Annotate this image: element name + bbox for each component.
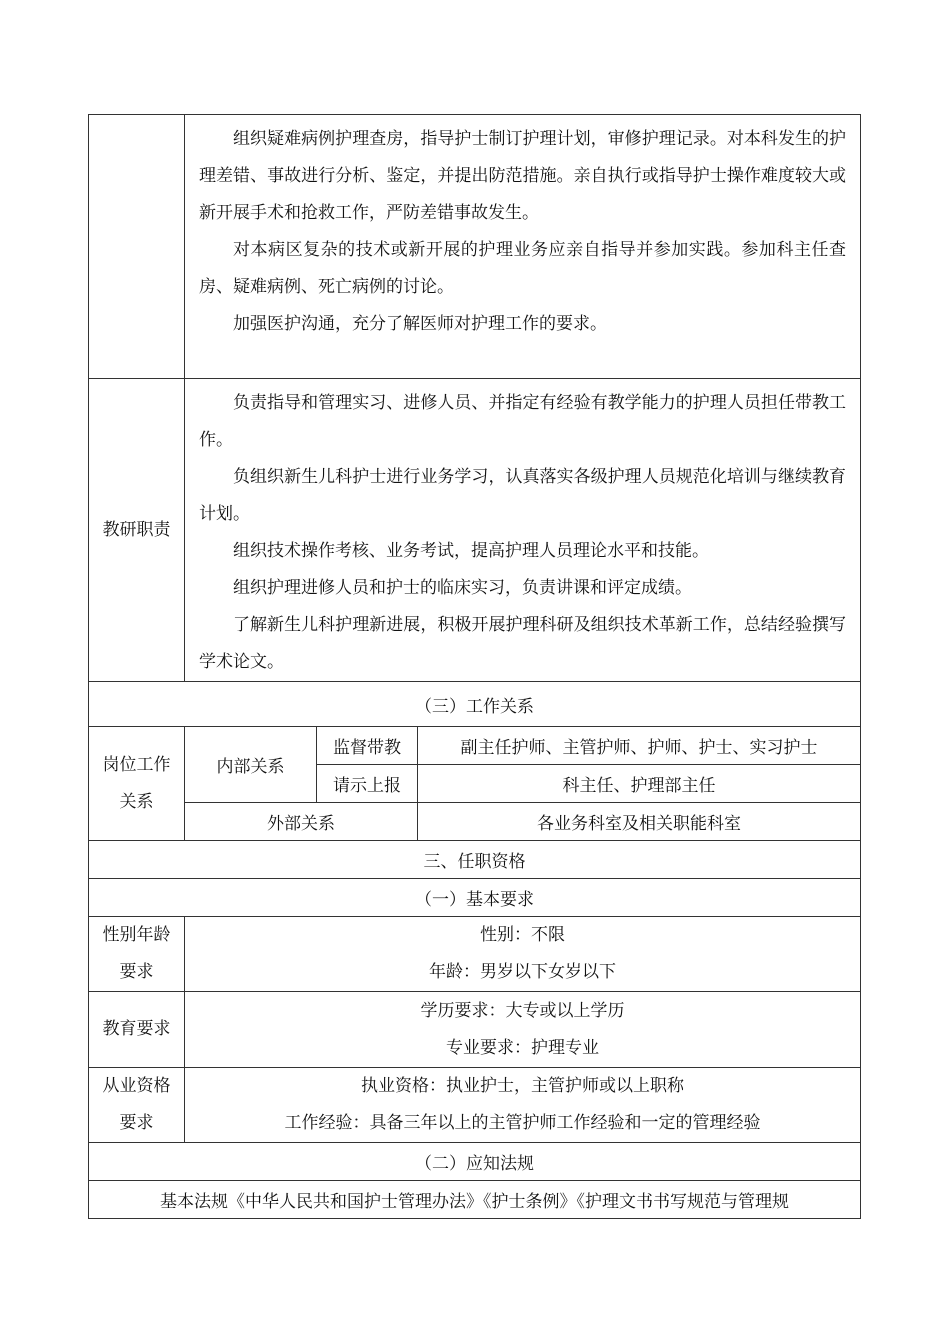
duty-paragraph: 组织疑难病例护理查房，指导护士制订护理计划，审修护理记录。对本科发生的护理差错、事故进行分析、鉴定，并提出防范措施。亲自执行或指导护士操作难度较大或新开展手术和抢救工作，严防差错事故发生。 xyxy=(199,129,847,223)
laws-heading: （二）应知法规 xyxy=(89,1143,861,1181)
education-cell xyxy=(185,992,861,1068)
supervise-value: 副主任护师、主管护师、护师、护士、实习护士 xyxy=(418,727,861,765)
work-relations-label: 岗位工作关系 xyxy=(89,727,185,841)
teaching-content-cell xyxy=(185,379,861,682)
job-description-table xyxy=(88,114,861,1219)
practice-experience: 工作经验：具备三年以上的主管护师工作经验和一定的管理经验 xyxy=(284,1113,761,1133)
practice-cell xyxy=(185,1068,861,1143)
supervise-label: 监督带教 xyxy=(317,727,418,765)
teaching-paragraph: 了解新生儿科护理新进展，积极开展护理科研及组织技术革新工作，总结经验撰写学术论文。 xyxy=(199,615,847,672)
teaching-paragraph: 负责指导和管理实习、进修人员、并指定有经验有教学能力的护理人员担任带教工作。 xyxy=(199,393,847,450)
report-value: 科主任、护理部主任 xyxy=(418,765,861,803)
duty-paragraph: 加强医护沟通，充分了解医师对护理工作的要求。 xyxy=(233,314,607,334)
teaching-label: 教研职责 xyxy=(89,379,185,682)
gender-age-cell xyxy=(185,917,861,992)
duties-label-cell xyxy=(89,115,185,379)
practice-certification: 执业资格：执业护士，主管护师或以上职称 xyxy=(361,1076,685,1096)
duties-continued-row xyxy=(89,115,861,379)
basic-laws-text: 基本法规《中华人民共和国护士管理办法》《护士条例》《护理文书书写规范与管理规 xyxy=(89,1181,861,1219)
gender-requirement: 性别：不限 xyxy=(480,925,566,945)
report-label: 请示上报 xyxy=(317,765,418,803)
education-label: 教育要求 xyxy=(89,992,185,1068)
duties-content-cell xyxy=(185,115,861,379)
education-level: 学历要求：大专或以上学历 xyxy=(420,1000,625,1021)
qualifications-heading: 三、任职资格 xyxy=(89,841,861,879)
teaching-row xyxy=(89,379,861,682)
work-relations-heading: （三）工作关系 xyxy=(89,682,861,727)
duty-paragraph: 对本病区复杂的技术或新开展的护理业务应亲自指导并参加实践。参加科主任查房、疑难病例、死亡病例的讨论。 xyxy=(199,240,847,297)
practice-label: 从业资格要求 xyxy=(89,1068,185,1143)
gender-age-label: 性别年龄要求 xyxy=(89,917,185,992)
job-description-document xyxy=(88,114,860,1219)
teaching-paragraph: 负组织新生儿科护士进行业务学习，认真落实各级护理人员规范化培训与继续教育计划。 xyxy=(199,467,847,524)
education-major: 专业要求：护理专业 xyxy=(446,1037,600,1058)
age-requirement: 年龄：男岁以下女岁以下 xyxy=(429,962,617,982)
internal-relations-label: 内部关系 xyxy=(185,727,317,803)
teaching-paragraph: 组织护理进修人员和护士的临床实习，负责讲课和评定成绩。 xyxy=(233,578,692,598)
teaching-paragraph: 组织技术操作考核、业务考试，提高护理人员理论水平和技能。 xyxy=(233,541,709,561)
basic-requirements-heading: （一）基本要求 xyxy=(89,879,861,917)
external-relations-value: 各业务科室及相关职能科室 xyxy=(418,803,861,841)
external-relations-label: 外部关系 xyxy=(185,803,418,841)
